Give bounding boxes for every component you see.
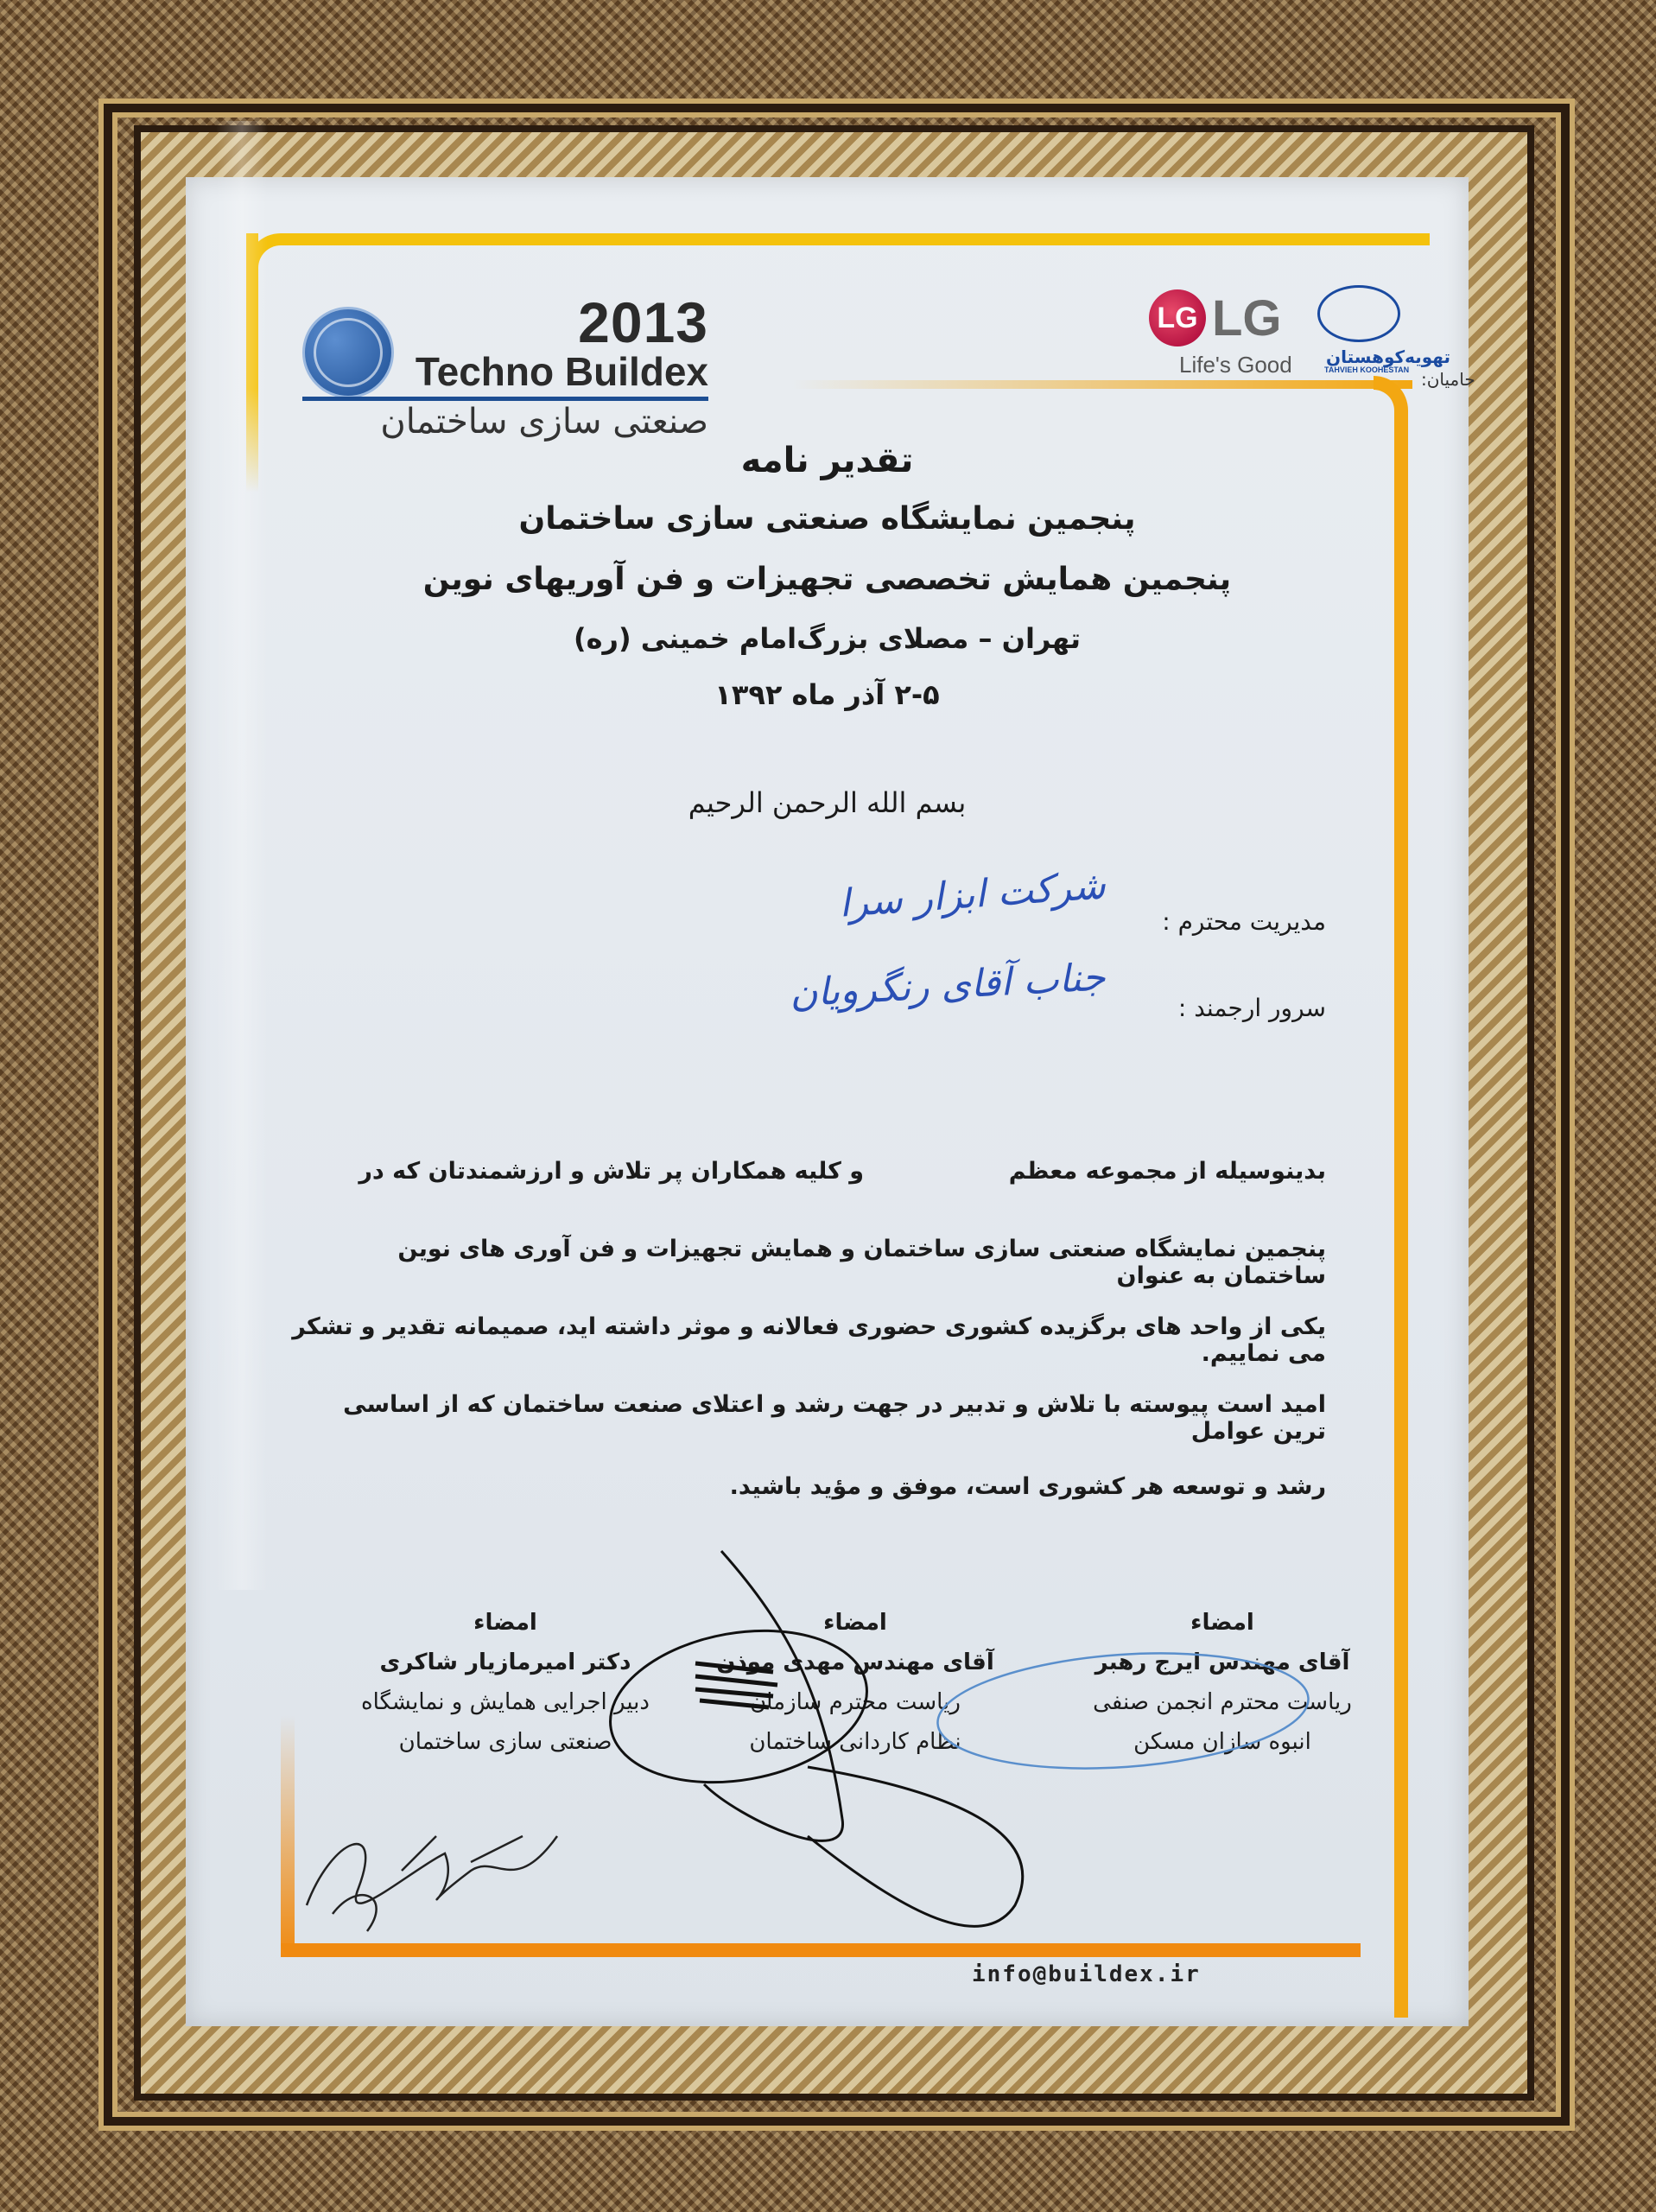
logo-subtitle: صنعتی سازی ساختمان [380,402,708,442]
signatory-name: آقای مهندس ایرج رهبر [1094,1649,1350,1675]
body-line-3: یکی از واحد های برگزیده کشوری حضوری فعالانه و موثر داشته اید، صمیمانه تقدیر و تشکر می نماییم. [292,1313,1326,1367]
recipient-company-label: مدیریت محترم : [1162,907,1326,936]
sponsors-label: حامیان: [1421,369,1475,390]
recipient-person-label: سرور ارجمند : [1177,994,1326,1022]
body-line-5: رشد و توسعه هر کشوری است، موفق و مؤید باشید. [729,1473,1326,1500]
signatory-title: نظام کاردانی ساختمان [749,1729,961,1755]
recipient-company-handwritten: شرکت ابزار سرا [837,863,1107,926]
lg-wordmark: LG [1212,290,1282,346]
logo-name: Techno Buildex [415,349,708,394]
body-line-1b: و کلیه همکاران پر تلاش و ارزشمندتان که در [358,1158,864,1185]
conference-name: پنجمین همایش تخصصی تجهیزات و فن آوریهای نوین [422,562,1232,597]
logo-year: 2013 [578,290,708,354]
signatory-title: ریاست محترم انجمن صنفی [1093,1689,1352,1715]
lg-logo-icon: LG [1149,289,1206,346]
signatory-name: آقای مهندس مهدی موذن [716,1649,994,1675]
signature-label: امضاء [1190,1610,1254,1636]
body-line-4: امید است پیوسته با تلاش و تدبیر در جهت رشد و اعتلای صنعت ساختمان که از اساسی ترین عوامل [343,1391,1326,1445]
contact-email: info@buildex.ir [972,1961,1201,1987]
glass-glare [216,121,268,1590]
signatory-name: دکتر امیرمازیار شاکری [379,1649,631,1675]
signature-label: امضاء [473,1610,537,1636]
middle-signature-drawing [599,1551,1023,1926]
lg-tagline: Life's Good [1179,352,1292,378]
signatory-title: صنعتی سازی ساختمان [398,1729,612,1755]
handwritten-signatures [186,177,1469,2026]
tahvieh-koohestan-name: تهویه‌کوهستان [1326,346,1451,367]
signature-label: امضاء [823,1610,887,1636]
certificate-paper [186,177,1475,2026]
event-location: تهران – مصلای بزرگ‌امام خمینی (ره) [574,622,1081,655]
event-date: ۲-۵ آذر ماه ۱۳۹۲ [714,678,940,711]
bismillah: بسم الله الرحمن الرحیم [688,786,967,819]
certificate-title: تقدیر نامه [740,441,914,480]
tahvieh-koohestan-latin: TAHVIEH KOOHESTAN [1324,365,1410,374]
exhibition-name: پنجمین نمایشگاه صنعتی سازی ساختمان [518,501,1136,537]
right-signature-drawing [934,1642,1312,1780]
recipient-person-handwritten: جناب آقای رنگرویان [789,955,1107,1016]
body-line-2: پنجمین نمایشگاه صنعتی سازی ساختمان و همایش تجهیزات و فن آوری های نوین ساختمان به عنوان [397,1236,1326,1289]
signatory-title: ریاست محترم سازمان [750,1689,961,1715]
signatory-title: دبیر اجرایی همایش و نمایشگاه [361,1689,650,1715]
left-signature-drawing [307,1836,557,1931]
body-line-1a: بدینوسیله از مجموعه معظم [1008,1158,1326,1185]
signatory-title: انبوه سازان مسکن [1133,1729,1311,1755]
